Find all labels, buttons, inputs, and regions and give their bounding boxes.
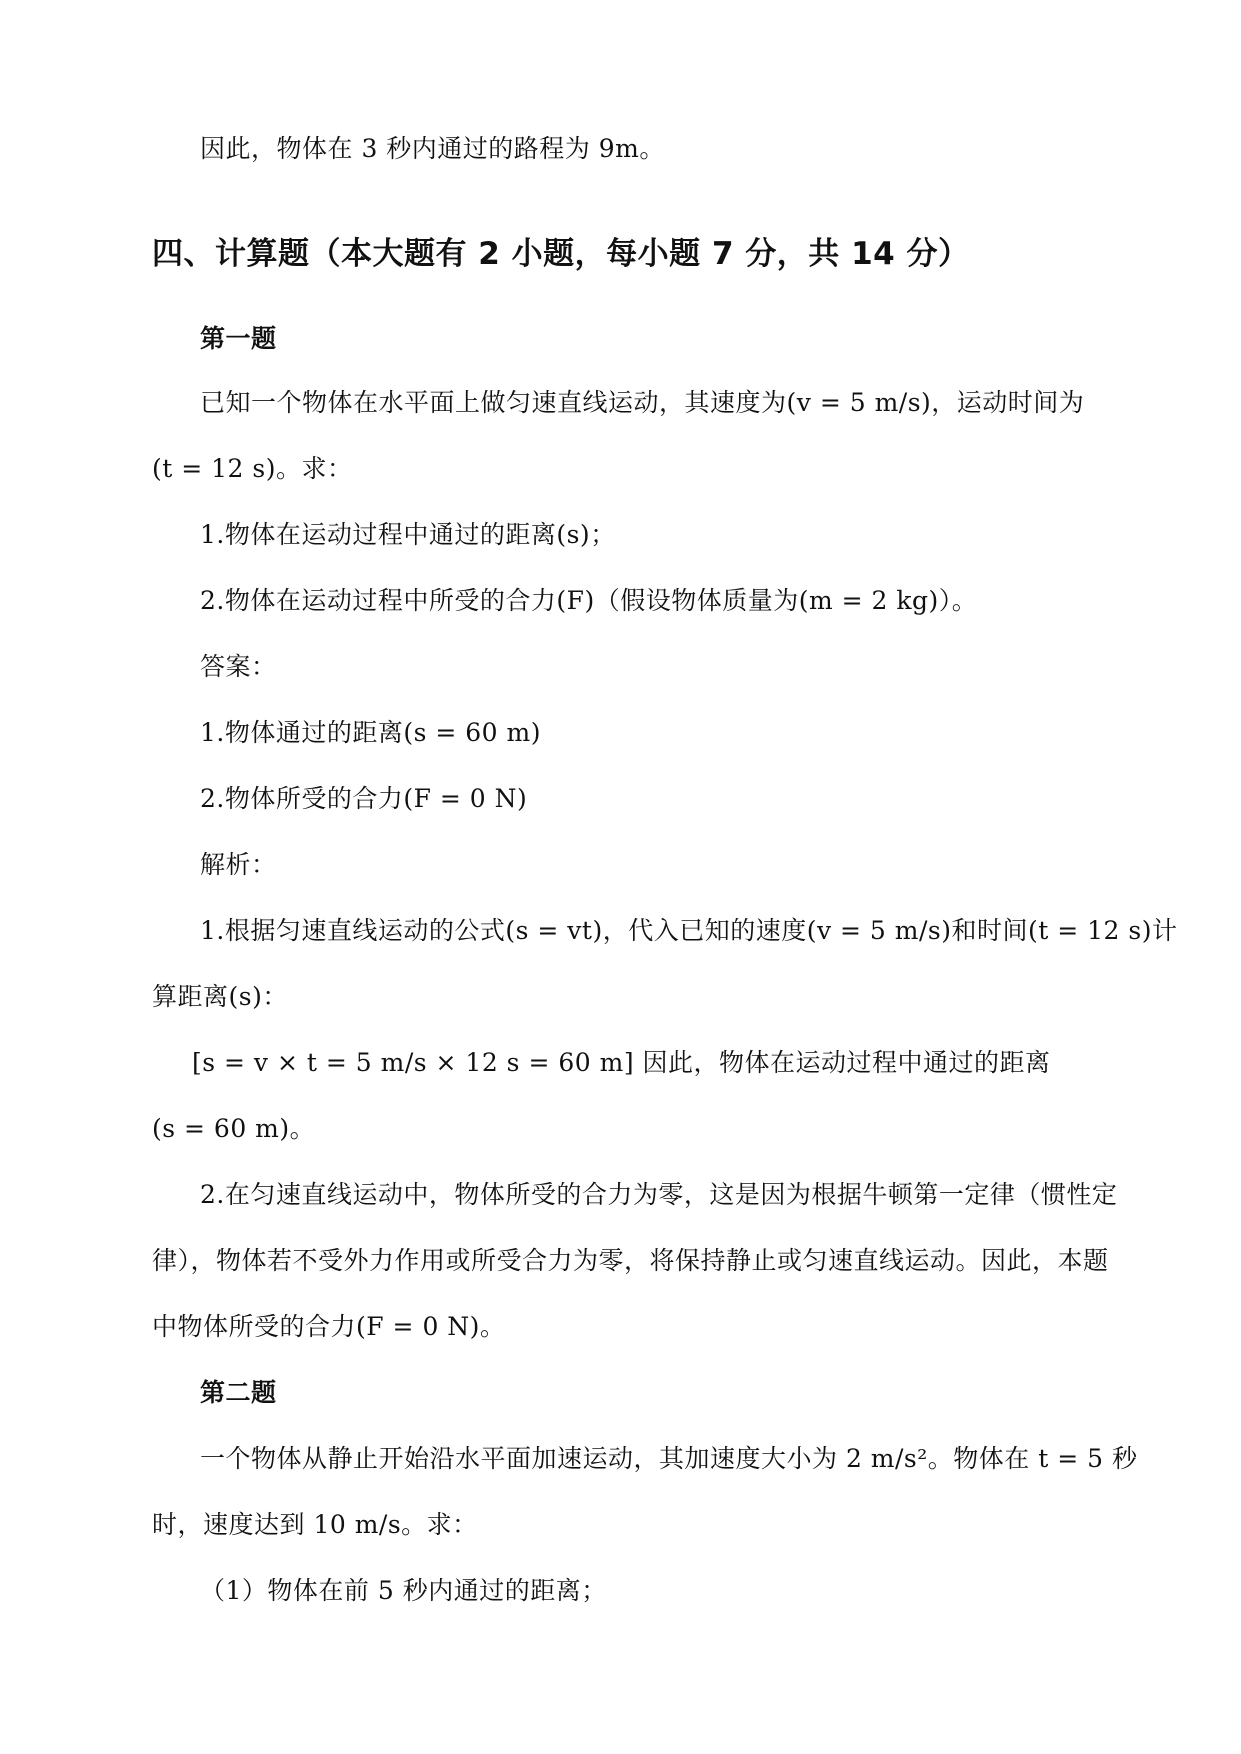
section-heading-calculation: 四、计算题（本大题有 2 小题，每小题 7 分，共 14 分） (152, 236, 970, 272)
analysis-1-formula: [s = v × t = 5 m/s × 12 s = 60 m] 因此，物体在运动过程中通过的距离 (192, 1048, 1051, 1077)
analysis-2-line-1: 2.在匀速直线运动中，物体所受的合力为零，这是因为根据牛顿第一定律（惯性定 (200, 1180, 1118, 1209)
question-2-part-1: （1）物体在前 5 秒内通过的距离； (200, 1576, 607, 1605)
analysis-2-line-2: 律），物体若不受外力作用或所受合力为零，将保持静止或匀速直线运动。因此，本题 (152, 1246, 1109, 1275)
previous-answer-conclusion: 因此，物体在 3 秒内通过的路程为 9m。 (200, 134, 665, 163)
answer-1: 1.物体通过的距离(s = 60 m) (200, 718, 541, 747)
question-1-stem-line-2: (t = 12 s)。求： (152, 454, 353, 483)
question-2-stem-line-1: 一个物体从静止开始沿水平面加速运动，其加速度大小为 2 m/s²。物体在 t = 5 秒 (200, 1444, 1138, 1473)
question-1-title: 第一题 (200, 324, 277, 353)
analysis-label: 解析： (200, 850, 277, 879)
question-1-part-2: 2.物体在运动过程中所受的合力(F)（假设物体质量为(m = 2 kg)）。 (200, 586, 978, 615)
question-2-title: 第二题 (200, 1378, 277, 1407)
question-1-part-1: 1.物体在运动过程中通过的距离(s)； (200, 520, 616, 549)
analysis-1-line-1: 1.根据匀速直线运动的公式(s = vt)，代入已知的速度(v = 5 m/s)和时间(t = 12 s)计 (200, 916, 1178, 945)
analysis-1-result: (s = 60 m)。 (152, 1114, 316, 1143)
answer-label: 答案： (200, 652, 277, 681)
answer-2: 2.物体所受的合力(F = 0 N) (200, 784, 528, 813)
question-1-stem-line-1: 已知一个物体在水平面上做匀速直线运动，其速度为(v = 5 m/s)，运动时间为 (200, 388, 1085, 417)
question-2-stem-line-2: 时，速度达到 10 m/s。求： (152, 1510, 478, 1539)
analysis-2-line-3: 中物体所受的合力(F = 0 N)。 (152, 1312, 506, 1341)
analysis-1-line-2: 算距离(s)： (152, 982, 288, 1011)
